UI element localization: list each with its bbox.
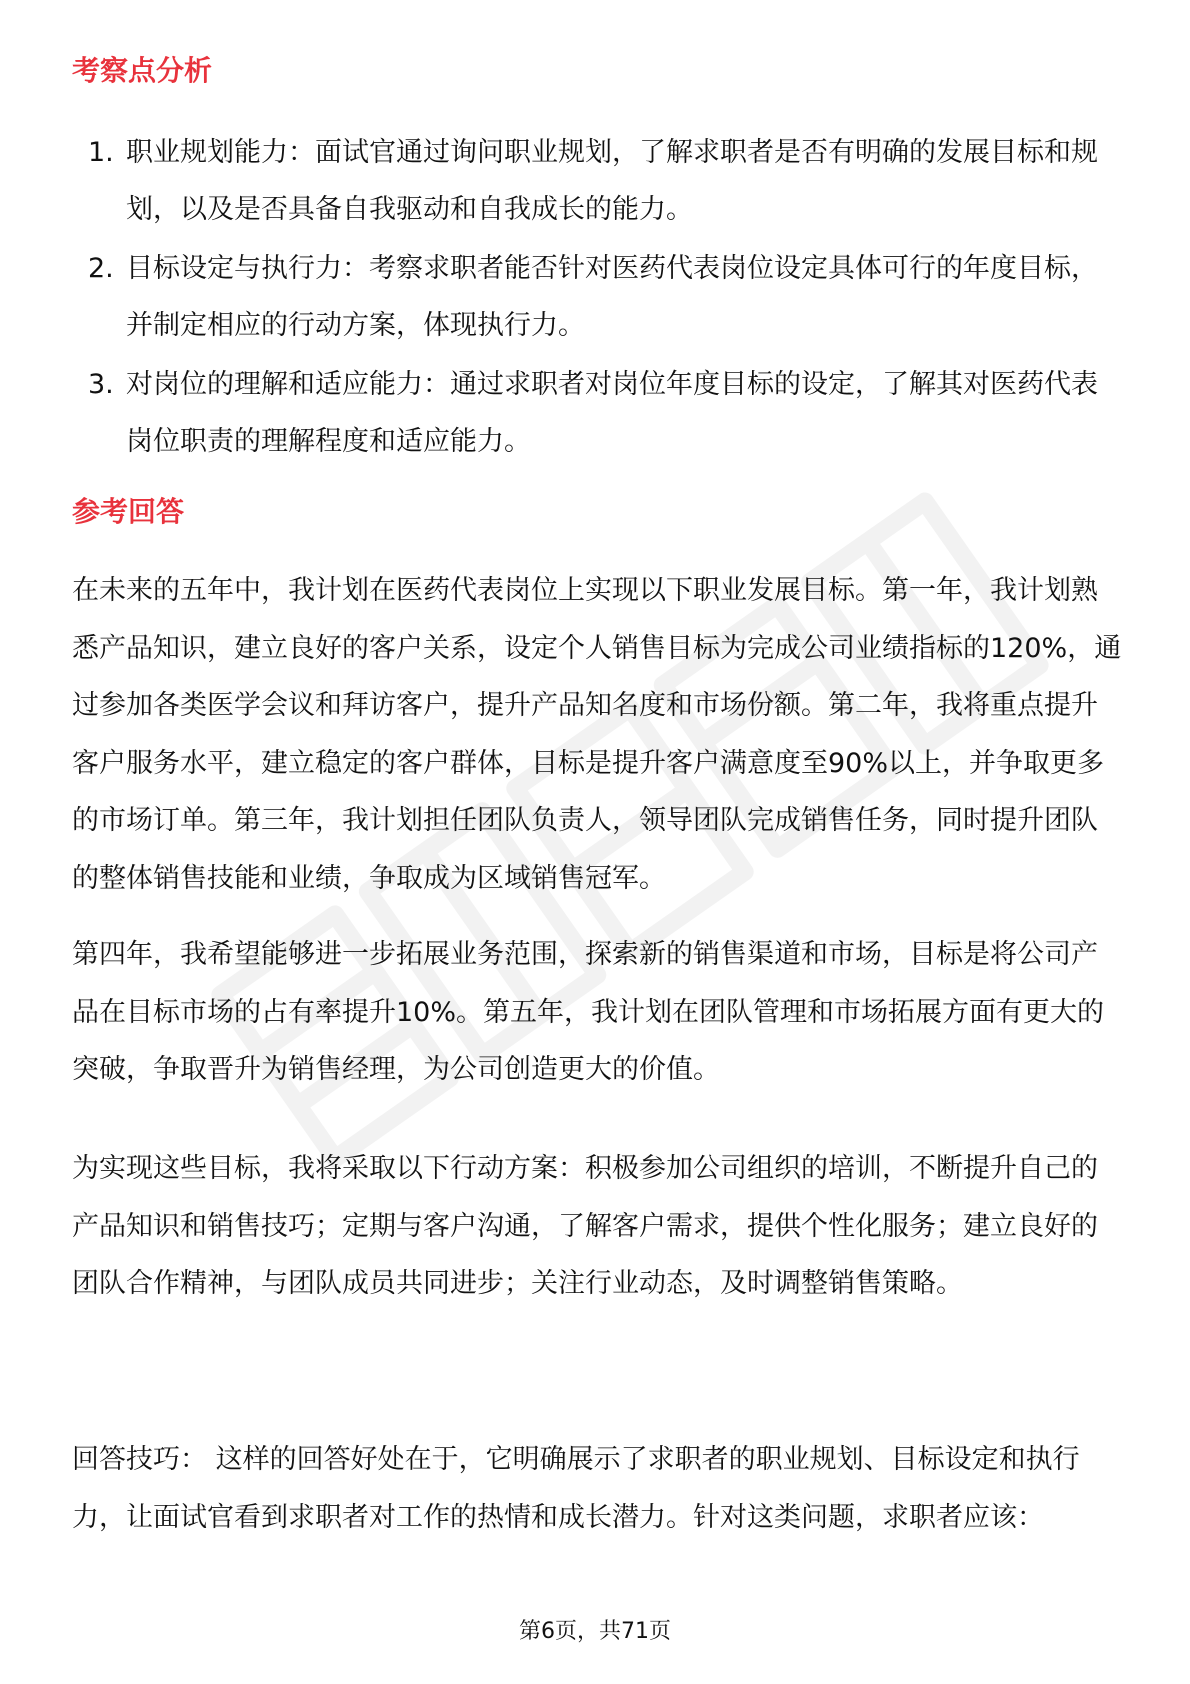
analysis-list — [72, 124, 1122, 472]
answer-paragraph: 为实现这些目标，我将采取以下行动方案：积极参加公司组织的培训，不断提升自己的产品知识和销售技巧；定期与客户沟通，了解客户需求，提供个性化服务；建立良好的团队合作精神，与团队成员共同进步；关注行业动态，及时调整销售策略。 — [72, 1153, 1098, 1299]
section-title-answer: 参考回答 — [72, 495, 185, 528]
list-item — [72, 356, 1122, 470]
list-item-text: 对岗位的理解和适应能力：通过求职者对岗位年度目标的设定，了解其对医药代表岗位职责的理解程度和适应能力。 — [126, 369, 1098, 457]
list-item-number: 2. — [88, 253, 114, 284]
list-item-text: 职业规划能力：面试官通过询问职业规划，了解求职者是否有明确的发展目标和规划，以及是否具备自我驱动和自我成长的能力。 — [126, 137, 1098, 225]
list-item-number: 1. — [88, 137, 114, 168]
answer-paragraph: 在未来的五年中，我计划在医药代表岗位上实现以下职业发展目标。第一年，我计划熟悉产品知识，建立良好的客户关系，设定个人销售目标为完成公司业绩指标的120%，通过参加各类医学会议和拜访客户，提升产品知名度和市场份额。第二年，我将重点提升客户服务水平，建立稳定的客户群体，目标是提升客户满意度至90%以上，并争取更多的市场订单。第三年，我计划担任团队负责人，领导团队完成销售任务，同时提升团队的整体销售技能和业绩，争取成为区域销售冠军。 — [72, 575, 1122, 894]
answer-tips-paragraph: 回答技巧： 这样的回答好处在于，它明确展示了求职者的职业规划、目标设定和执行力，让面试官看到求职者对工作的热情和成长潜力。针对这类问题，求职者应该： — [72, 1444, 1080, 1533]
page-number: 第6页，共71页 — [519, 1619, 671, 1644]
list-item — [72, 240, 1122, 354]
list-item-number: 3. — [88, 369, 114, 400]
list-item — [72, 124, 1122, 238]
section-title-analysis: 考察点分析 — [72, 54, 213, 87]
answer-paragraph: 第四年，我希望能够进一步拓展业务范围，探索新的销售渠道和市场，目标是将公司产品在目标市场的占有率提升10%。第五年，我计划在团队管理和市场拓展方面有更大的突破，争取晋升为销售经理，为公司创造更大的价值。 — [72, 939, 1105, 1085]
list-item-text: 目标设定与执行力：考察求职者能否针对医药代表岗位设定具体可行的年度目标，并制定相应的行动方案，体现执行力。 — [126, 253, 1098, 341]
